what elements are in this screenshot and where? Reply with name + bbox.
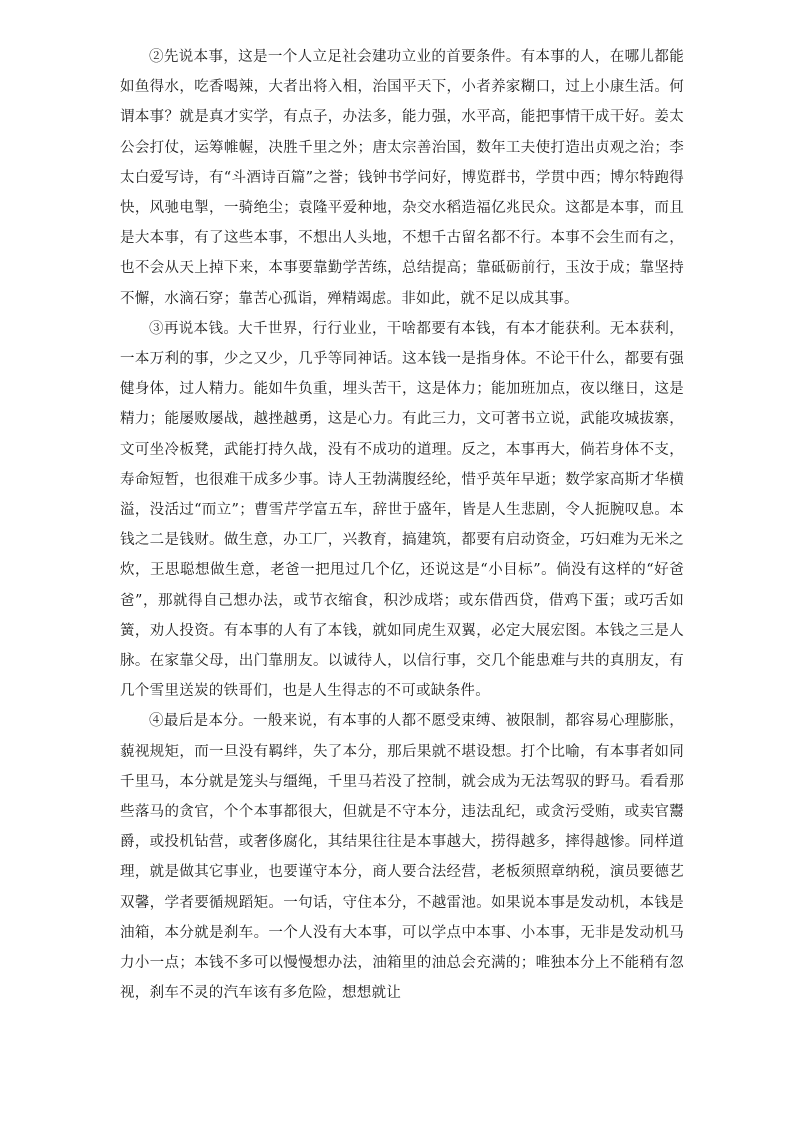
document-page	[120, 42, 684, 1009]
paragraph-3-capital: ③再说本钱。大千世界，行行业业，干啥都要有本钱，有本才能获利。无本获利，一本万利的事，少之又少，几乎等同神话。这本钱一是指身体。不论干什么，都要有强健身体，过人精力。能如牛负重，埋头苦干，这是体力；能加班加点，夜以继日，这是精力；能屡败屡战，越挫越勇，这是心力。有此三力，文可著书立说，武能攻城拔寨，文可坐冷板凳，武能打持久战，没有不成功的道理。反之，本事再大，倘若身体不支，寿命短暂，也很难干成多少事。诗人王勃满腹经纶，惜乎英年早逝；数学家高斯才华横溢，没活过“而立”；曹雪芹学富五车，辞世于盛年，皆是人生悲剧，令人扼腕叹息。本钱之二是钱财。做生意，办工厂，兴教育，搞建筑，都要有启动资金，巧妇难为无米之炊，王思聪想做生意，老爸一把甩过几个亿，还说这是“小目标”。倘没有这样的“好爸爸”，那就得自己想办法，或节衣缩食，积沙成塔；或东借西贷，借鸡下蛋；或巧舌如簧，劝人投资。有本事的人有了本钱，就如同虎生双翼，必定大展宏图。本钱之三是人脉。在家靠父母，出门靠朋友。以诚待人，以信行事，交几个能患难与共的真朋友，有几个雪里送炭的铁哥们，也是人生得志的不可或缺条件。	[120, 320, 684, 700]
paragraph-2-ability: ②先说本事，这是一个人立足社会建功立业的首要条件。有本事的人，在哪儿都能如鱼得水，吃香喝辣，大者出将入相，治国平天下，小者养家糊口，过上小康生活。何谓本事？就是真才实学，有点子，办法多，能力强，水平高，能把事情干成干好。姜太公会打仗，运筹帷幄，决胜千里之外；唐太宗善治国，数年工夫使打造出贞观之治；李太白爱写诗，有“斗酒诗百篇”之誉；钱钟书学问好，博览群书，学贯中西；博尔特跑得快，风驰电掣，一骑绝尘；袁隆平爱种地，杂交水稻造福亿兆民众。这都是本事，而且是大本事，有了这些本事，不想出人头地，不想千古留名都不行。本事不会生而有之，也不会从天上掉下来，本事要靠勤学苦练，总结提高；靠砥砺前行，玉汝于成；靠坚持不懈，水滴石穿；靠苦心孤诣，殚精竭虑。非如此，就不足以成其事。	[120, 49, 684, 307]
paragraph-4-duty: ④最后是本分。一般来说，有本事的人都不愿受束缚、被限制，都容易心理膨胀，藐视规矩，而一旦没有羁绊，失了本分，那后果就不堪设想。打个比喻，有本事者如同千里马，本分就是笼头与缰绳，千里马若没了控制，就会成为无法驾驭的野马。看看那些落马的贪官，个个本事都很大，但就是不守本分，违法乱纪，或贪污受贿，或卖官鬻爵，或投机钻营，或奢侈腐化，其结果往往是本事越大，捞得越多，摔得越惨。同样道理，就是做其它事业，也要谨守本分，商人要合法经营，老板须照章纳税，演员要德艺双馨，学者要循规蹈矩。一句话，守住本分，不越雷池。如果说本事是发动机，本钱是油箱，本分就是刹车。一个人没有大本事，可以学点中本事、小本事，无非是发动机马力小一点；本钱不多可以慢慢想办法，油箱里的油总会充满的；唯独本分上不能稍有忽视，刹车不灵的汽车该有多危险，想想就让	[120, 713, 684, 1002]
